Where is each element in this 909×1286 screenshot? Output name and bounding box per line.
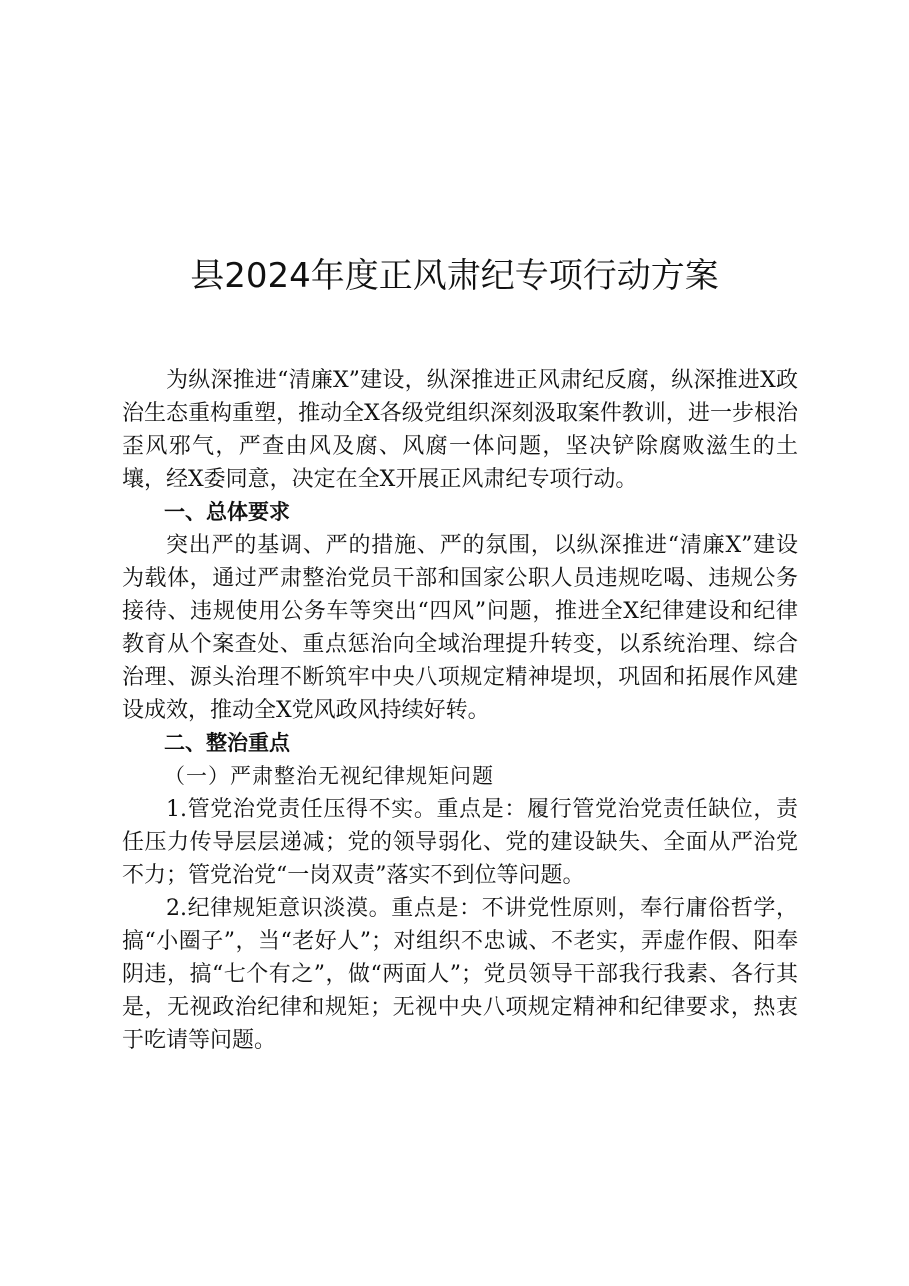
general-requirements-paragraph: 突出严的基调、严的措施、严的氛围，以纵深推进“清廉X”建设为载体，通过严肃整治党员干部和国家公职人员违规吃喝、违规公务接待、违规使用公务车等突出“四风”问题，推进全X纪律建设和纪律教育从个案查处、重点惩治向全域治理提升转变，以系统治理、综合治理、源头治理不断筑牢中央八项规定精神堤坝，巩固和拓展作风建设成效，推动全X党风政风持续好转。 [122, 533, 798, 723]
document-title: 县2024年度正风肃纪专项行动方案 [190, 256, 719, 296]
item-1-paragraph: 1.管党治党责任压得不实。重点是：履行管党治党责任缺位，责任压力传导层层递减；党的领导弱化、党的建设缺失、全面从严治党不力；管党治党“一岗双责”落实不到位等问题。 [122, 797, 798, 888]
section-heading-key-rectification: 二、整治重点 [164, 731, 290, 755]
subsection-heading-discipline-issues: （一）严肃整治无视纪律规矩问题 [164, 764, 494, 788]
section-heading-general-requirements: 一、总体要求 [164, 500, 290, 524]
intro-paragraph: 为纵深推进“清廉X”建设，纵深推进正风肃纪反腐，纵深推进X政治生态重构重塑，推动全X各级党组织深刻汲取案件教训，进一步根治歪风邪气，严查由风及腐、风腐一体问题，坚决铲除腐败滋生的土壤，经X委同意，决定在全X开展正风肃纪专项行动。 [122, 368, 798, 492]
document-body [122, 364, 798, 1057]
item-2-paragraph: 2.纪律规矩意识淡漠。重点是：不讲党性原则，奉行庸俗哲学，搞“小圈子”，当“老好人”；对组织不忠诚、不老实，弄虚作假、阳奉阴违，搞“七个有之”，做“两面人”；党员领导干部我行我素、各行其是，无视政治纪律和规矩；无视中央八项规定精神和纪律要求，热衷于吃请等问题。 [122, 896, 798, 1053]
